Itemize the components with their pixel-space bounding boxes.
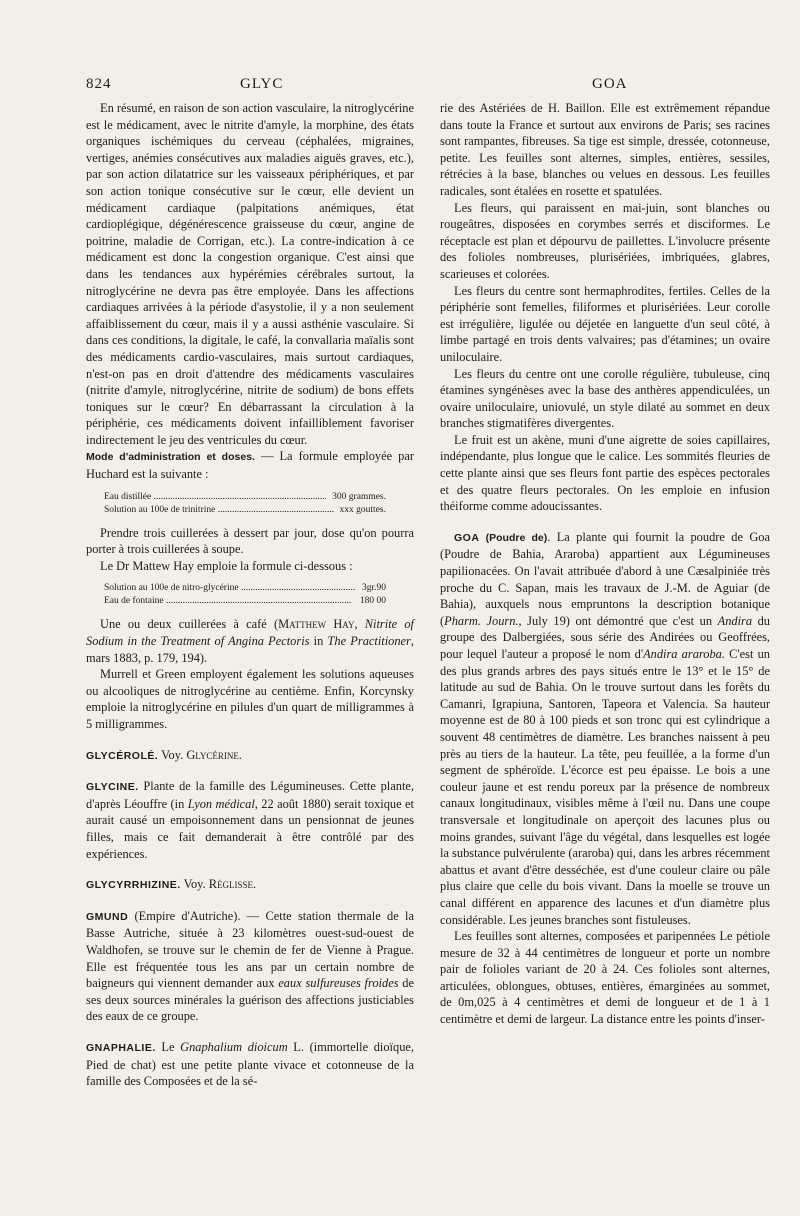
text: (Empire d'Autriche). — Cette station thermale de la Basse Autriche, située à 23 kilomètres ouest-sud-ouest de Waldhofen, se trouve sur le chemin de fer de Vienne à Prague. Elle est fréquentée tous les ans par un certain nombre de baigneurs qui viennent demander aux bbox=[86, 908, 414, 991]
text: L. (immortelle dioïque, Pied de chat) est une petite plante vivace et cotonneuse de la famille des Composées et de la sé- bbox=[86, 1039, 414, 1089]
formula-row bbox=[104, 491, 414, 504]
paragraph: Le fruit est un akène, muni d'une aigrette de soies capillaires, indépendante, plus longue que le calice. Les sommités fleuries de cette plante ainsi que ses fleurs font partie des espèces pectorales et des quatre fleurs pectorales. On les emploie en infusion théiforme comme adoucissantes. bbox=[440, 432, 770, 514]
right-column bbox=[440, 100, 770, 1028]
page-number: 824 bbox=[86, 76, 112, 92]
formula-value: xxx gouttes. bbox=[339, 504, 386, 515]
journal-title: Pharm. Journ. bbox=[444, 613, 519, 628]
paragraph: En résumé, en raison de son action vasculaire, la nitroglycérine est le médicament, avec le nitrite d'amyle, la morphine, des états organiques ischémiques du cerveau (céphalées, migraines, vertiges, anémies consécutives aux maladies aiguës graves, etc.), par son action dilatatrice sur les vaisseaux périphériques, et par son action tonique consécutive sur le cœur, elle devient un médicament cardiaque (palpitations anémiques, état cardioplégique, dégénérescence graisseuse du cœur, angine de poitrine, maladie de Corrigan, etc.). La contre-indication à ce médicament est donc la congestion organique. C'est ainsi que dans les tendances aux hypérémies cérébrales surtout, la nitroglycérine ne devra pas être employée. Dans les affections cardiaques arrivées à la période d'asystolie, il y a non seulement affaiblissement du cœur, mais il y a aussi asthénie vasculaire. Si dans ces conditions, la digitale, le café, la convallaria maïalis sont des médicaments cardio-vasculaires, mais surtout cardiaques, n'est-on pas en droit d'attendre des médicaments vasculaires (nitrite d'amyle, nitroglycérine, nitrite de sodium) de bons effets toniques sur le cœur? En débarrassant la circulation à la périphérie, ces médicaments doivent infailliblement favoriser indirectement le jeu des ventricules du cœur. bbox=[86, 101, 414, 447]
formula-value: 3gr.90 bbox=[361, 583, 386, 594]
formula-value: 300 grammes. bbox=[332, 491, 386, 502]
text: C'est un des plus grands arbres des pays situés entre le 13° et le 15° de latitude au sud de Bahia. On le trouve surtout dans les forêts du Camanri, Igrapiuna, Santoren, Tapeora et Valencia. Sa hauteur moyenne est de 80 à 100 pieds et son tronc qui est cylindrique a souvent 48 centimètres de diamètre. Les branches naissent à peu près au tiers de la hauteur. La tête, peu feuillée, a la forme d'un segment de sphéroïde. L'écorce est peu épaisse. Le bois a une couleur jaune et est rendu poreux par la présence de nombreux canaux longitudinaux, visibles même à l'œil nu. Dans une coupe transversale et longitudinale on aperçoit des lacunes plus ou moins grandes, suivant l'âge du végétal, dans lesquelles est logée la substance pulvérulente (araroba) qui, dans les arbres récemment abattus et avant d'être desséchée, est d'une couleur claire ou pâle plus claire que celle du bois vivant. Dans la moelle se trouve un canal différent en apparence des lacunes et d'un diamètre plus considérable. Les jeunes branches sont fistuleuses. bbox=[440, 647, 770, 927]
formula-row bbox=[104, 582, 414, 595]
species-name: Gnaphalium dioicum bbox=[180, 1039, 288, 1054]
entry-headword: GLYCÉROLÉ. bbox=[86, 749, 159, 762]
formula-label: Solution au 100e de trinitrine ..... bbox=[104, 504, 334, 517]
journal-title: The Practitioner bbox=[327, 634, 411, 649]
text: — La formule employée par Huchard est la suivante : bbox=[86, 449, 414, 482]
text: Plante de la famille des Légumineuses. Cette plante, d'après Léouffre (in bbox=[86, 779, 414, 811]
paragraph: Le Dr Mattew Hay emploie la formule ci-dessous : bbox=[100, 558, 353, 573]
cross-reference: Glycérine. bbox=[186, 747, 242, 762]
formula bbox=[104, 491, 414, 517]
text: Le bbox=[155, 1039, 181, 1054]
entry-headword: GNAPHALIE. bbox=[86, 1041, 156, 1054]
entry bbox=[86, 1039, 414, 1090]
text: in bbox=[309, 634, 328, 649]
text: , July 19) ont démontré que c'est un bbox=[518, 613, 718, 628]
paragraph: Les fleurs, qui paraissent en mai-juin, sont blanches ou rougeâtres, disposées en corymbes serrés et disciformes. Le réceptacle est plan et dépourvu de paillettes. L'involucre présente des folioles nombreuses, plurisériées, imbriquées, glabres, scarieuses et colorées. bbox=[440, 200, 770, 281]
paragraph: Les fleurs du centre sont hermaphrodites, fertiles. Celles de la périphérie sont femelles, filiformes et plurisériées. Leur corolle est irrégulière, ligulée ou déjetée en languette d'un seul côté, à limbe partagé en trois dents valvaires; pas d'étamines; un ovaire uniloculaire. bbox=[440, 283, 770, 364]
text: , mars 1883, p. 179, 194). bbox=[86, 634, 414, 665]
paragraph bbox=[86, 448, 414, 482]
genus-name: Andira bbox=[717, 613, 753, 628]
text: du groupe des Dalbergiées, sous série des Andirées ou Geoffrées, pour lequel l'auteur a proposé le nom d' bbox=[440, 613, 770, 661]
paragraph: Les fleurs du centre ont une corolle régulière, tubuleuse, cinq étamines syngénèses avec la base des anthères appendiculées, un ovaire uniloculaire, uniovulé, un style dilaté au sommet en deux branches stigmatifères divergentes. bbox=[440, 366, 770, 431]
entry-headword: GMUND bbox=[86, 910, 129, 923]
paragraph: Prendre trois cuillerées à dessert par jour, dose qu'on pourra porter à trois cuillerées à soupe. bbox=[86, 525, 414, 557]
paragraph bbox=[86, 616, 414, 666]
entry bbox=[86, 778, 414, 862]
left-column bbox=[86, 100, 414, 1090]
formula-row bbox=[104, 504, 414, 517]
text: Voy. bbox=[180, 877, 209, 892]
entry bbox=[86, 908, 414, 1025]
paragraph: Les feuilles sont alternes, composées et paripennées Le pétiole mesure de 32 à 44 centimètres de longueur et porte un nombre pair de folioles variant de 20 à 24. Ces folioles sont alternes, articulées, oblongues, obtuses, entières, émarginées au sommet, de 0m,025 à 4 centimètres et demi de longueur et de 1 à 1 centimètre et demi de largeur. La distance entre les points d'inser- bbox=[440, 929, 770, 1027]
cross-reference: Réglisse. bbox=[208, 877, 257, 892]
text: , bbox=[354, 617, 365, 632]
left-running-head: GLYC bbox=[240, 76, 284, 92]
journal-title: Lyon médical bbox=[187, 796, 255, 811]
formula-value: 180 00 bbox=[359, 596, 386, 607]
right-running-head: GOA bbox=[592, 76, 628, 92]
formula-label: Eau distillée ..... bbox=[104, 491, 326, 504]
entry-headword: GLYCYRRHIZINE. bbox=[86, 879, 181, 892]
running-header bbox=[0, 76, 800, 96]
entry-subhead: (Poudre de) bbox=[479, 531, 548, 544]
entry bbox=[440, 529, 770, 928]
text: Voy. bbox=[158, 747, 187, 762]
formula-label: Eau de fontaine ..... bbox=[104, 595, 354, 608]
italic-text: eaux sulfureuses froides bbox=[278, 976, 399, 991]
entry-headword: GLYCINE. bbox=[86, 781, 139, 794]
text: de ses deux sources minérales la guérison des affections justiciables des eaux de ce groupe. bbox=[86, 976, 415, 1024]
text: , 22 août 1880) serait toxique et aurait causé un empoisonnement dans un pensionnat de jeunes filles, mais ce fait demanderait à être contrôlé par des expériences. bbox=[86, 796, 414, 861]
paragraph: rie des Astériées de H. Baillon. Elle est extrêmement répandue dans toute la France et surtout aux environs de Paris; ses racines sont rampantes, fibreuses. Sa tige est simple, dressée, cotonneuse, petite. Les feuilles sont alternes, simples, entières, sessiles, rétrécies à la base, blanches ou velues en dessous. Les feuilles radicales, sont étalées en rosette et spatulées. bbox=[440, 101, 770, 198]
article-title: Nitrite of Sodium in the Treatment of Angina Pectoris bbox=[86, 617, 414, 649]
entry-headword: GOA bbox=[454, 531, 480, 544]
author: Matthew Hay bbox=[278, 617, 355, 632]
formula-label: Solution au 100e de nitro-glycérine ..... bbox=[104, 582, 356, 595]
species-name: Andira araroba. bbox=[643, 647, 725, 661]
text: Une ou deux cuillerées à café ( bbox=[100, 617, 279, 632]
formula-row bbox=[104, 595, 414, 608]
entry bbox=[86, 876, 414, 894]
entry bbox=[86, 747, 414, 765]
paragraph: Murrell et Green employent également les solutions aqueuses ou alcooliques de nitroglycérine au centième. Enfin, Korcynsky emploie la nitroglycérine en pilules d'un quart de milligrammes à 5 milligrammes. bbox=[86, 667, 414, 731]
subheading: Mode d'administration et doses. bbox=[86, 451, 255, 464]
formula bbox=[104, 582, 414, 608]
text: . La plante qui fournit la poudre de Goa (Poudre de Bahia, Araroba) appartient aux Légumineuses papilionacées. On l'avait attribuée d'abord à une Cæsalpiniée très proche du C. Sapan, mais les travaux de J.-M. de Aguiar (de Bahia), auxquels nous empruntons la description botanique ( bbox=[440, 529, 770, 628]
